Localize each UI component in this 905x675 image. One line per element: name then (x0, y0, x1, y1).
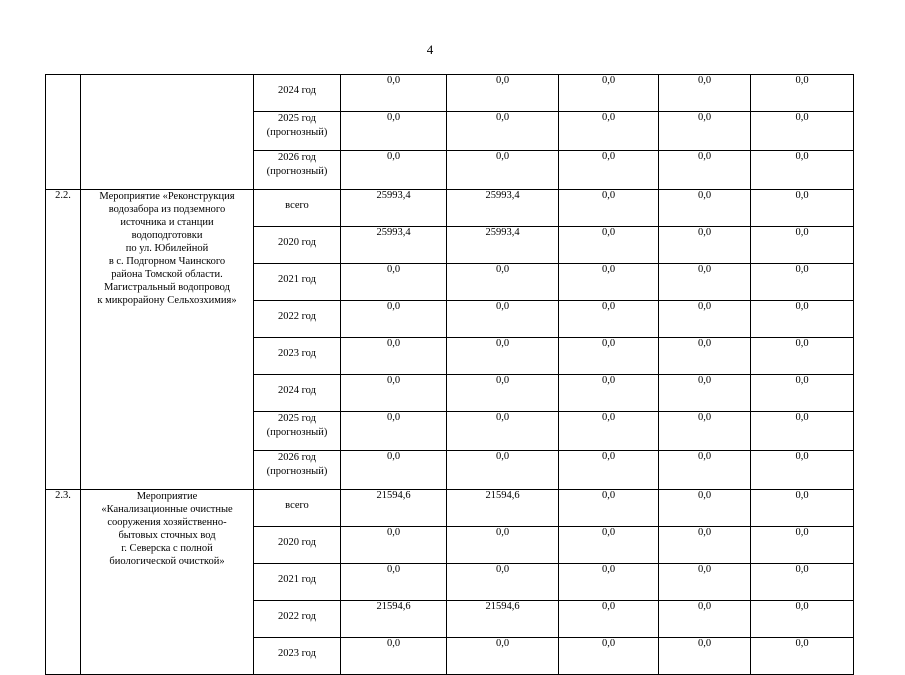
value-cell: 25993,4 (447, 227, 559, 264)
year-label: 2020 год (278, 237, 316, 248)
value-cell: 0,0 (341, 112, 447, 151)
value-cell: 0,0 (559, 412, 659, 451)
value-cell: 0,0 (447, 527, 559, 564)
year-label: 2024 год (278, 385, 316, 396)
item-description-cell (81, 190, 254, 490)
description-line: в с. Подгорном Чаинского (108, 256, 226, 267)
year-label: 2022 год (278, 611, 316, 622)
value-cell: 0,0 (447, 451, 559, 490)
value-cell: 0,0 (751, 75, 854, 112)
value-cell: 0,0 (559, 301, 659, 338)
value-cell: 0,0 (447, 264, 559, 301)
item-number-cell (46, 75, 81, 190)
value-cell: 0,0 (559, 375, 659, 412)
value-cell: 0,0 (559, 151, 659, 190)
value-cell: 21594,6 (447, 490, 559, 527)
value-cell: 0,0 (341, 451, 447, 490)
value-cell: 0,0 (659, 527, 751, 564)
item-number-cell: 2.2. (46, 190, 81, 490)
year-label: 2023 год (278, 348, 316, 359)
value-cell: 0,0 (447, 638, 559, 675)
year-cell (254, 527, 341, 564)
value-cell: 0,0 (447, 75, 559, 112)
description-line: бытовых сточных вод (118, 530, 216, 541)
value-cell: 0,0 (751, 375, 854, 412)
year-cell (254, 451, 341, 490)
year-cell (254, 75, 341, 112)
value-cell: 0,0 (559, 190, 659, 227)
value-cell: 0,0 (659, 301, 751, 338)
value-cell: 0,0 (751, 601, 854, 638)
year-label: 2022 год (278, 311, 316, 322)
description-line: водозабора из подземного (108, 204, 226, 215)
value-cell: 0,0 (559, 451, 659, 490)
value-cell: 0,0 (659, 451, 751, 490)
year-label: 2021 год (278, 574, 316, 585)
value-cell: 0,0 (341, 151, 447, 190)
description-line: биологической очисткой» (109, 556, 225, 567)
year-label: (прогнозный) (266, 465, 328, 477)
item-description-cell (81, 75, 254, 190)
description-line: источника и станции (120, 217, 214, 228)
value-cell: 21594,6 (341, 490, 447, 527)
description-line: Мероприятие (136, 491, 198, 502)
year-label: 2021 год (278, 274, 316, 285)
value-cell: 0,0 (659, 151, 751, 190)
value-cell: 0,0 (559, 75, 659, 112)
value-cell: 0,0 (751, 638, 854, 675)
value-cell: 0,0 (751, 227, 854, 264)
value-cell: 0,0 (751, 151, 854, 190)
value-cell: 0,0 (659, 112, 751, 151)
value-cell: 0,0 (559, 264, 659, 301)
year-label: 2026 год (278, 452, 316, 463)
value-cell: 0,0 (751, 338, 854, 375)
value-cell: 0,0 (341, 527, 447, 564)
value-cell: 0,0 (341, 75, 447, 112)
description-line: водоподготовки (131, 230, 203, 241)
value-cell: 0,0 (341, 375, 447, 412)
value-cell: 0,0 (751, 412, 854, 451)
table-row (46, 490, 854, 527)
value-cell: 0,0 (341, 412, 447, 451)
value-cell: 0,0 (751, 301, 854, 338)
description-line: по ул. Юбилейной (125, 243, 209, 254)
value-cell: 0,0 (659, 227, 751, 264)
value-cell: 0,0 (559, 227, 659, 264)
description-line: к микрорайону Сельхозхимия» (97, 295, 237, 306)
year-label: (прогнозный) (266, 126, 328, 138)
value-cell: 0,0 (341, 264, 447, 301)
value-cell: 0,0 (447, 338, 559, 375)
value-cell: 0,0 (559, 112, 659, 151)
value-cell: 0,0 (559, 564, 659, 601)
year-cell (254, 375, 341, 412)
value-cell: 0,0 (659, 190, 751, 227)
value-cell: 0,0 (659, 490, 751, 527)
value-cell: 0,0 (751, 490, 854, 527)
value-cell: 21594,6 (447, 601, 559, 638)
value-cell: 0,0 (659, 338, 751, 375)
year-cell (254, 601, 341, 638)
page-number: 4 (426, 42, 434, 57)
year-label: 2020 год (278, 537, 316, 548)
value-cell: 0,0 (659, 638, 751, 675)
description-line: г. Северска с полной (121, 543, 213, 554)
year-label: 2023 год (278, 648, 316, 659)
year-cell (254, 638, 341, 675)
description-line: Мероприятие «Реконструкция (99, 191, 235, 202)
value-cell: 0,0 (447, 112, 559, 151)
year-cell (254, 412, 341, 451)
value-cell: 0,0 (341, 638, 447, 675)
value-cell: 0,0 (659, 264, 751, 301)
year-cell (254, 564, 341, 601)
value-cell: 25993,4 (341, 190, 447, 227)
year-label: 2025 год (278, 413, 316, 424)
value-cell: 0,0 (751, 190, 854, 227)
value-cell: 0,0 (751, 264, 854, 301)
year-label: (прогнозный) (266, 165, 328, 177)
value-cell: 0,0 (341, 301, 447, 338)
description-line: Магистральный водопровод (104, 282, 230, 293)
value-cell: 0,0 (559, 638, 659, 675)
value-cell: 0,0 (659, 75, 751, 112)
table-row (46, 190, 854, 227)
description-line: сооружения хозяйственно- (107, 517, 227, 528)
item-description-cell (81, 490, 254, 675)
value-cell: 0,0 (659, 564, 751, 601)
value-cell: 0,0 (751, 527, 854, 564)
value-cell: 0,0 (559, 338, 659, 375)
value-cell: 0,0 (659, 412, 751, 451)
year-cell (254, 151, 341, 190)
funding-table (45, 74, 854, 675)
value-cell: 21594,6 (341, 601, 447, 638)
value-cell: 0,0 (447, 412, 559, 451)
item-number-cell: 2.3. (46, 490, 81, 675)
year-label: (прогнозный) (266, 426, 328, 438)
year-cell (254, 264, 341, 301)
table-row (46, 75, 854, 112)
year-cell (254, 190, 341, 227)
value-cell: 0,0 (447, 564, 559, 601)
value-cell: 0,0 (559, 601, 659, 638)
value-cell: 25993,4 (447, 190, 559, 227)
value-cell: 0,0 (559, 527, 659, 564)
value-cell: 0,0 (751, 451, 854, 490)
description-line: «Канализационные очистные (101, 504, 233, 515)
value-cell: 0,0 (447, 151, 559, 190)
value-cell: 25993,4 (341, 227, 447, 264)
value-cell: 0,0 (341, 564, 447, 601)
year-label: 2025 год (278, 113, 316, 124)
value-cell: 0,0 (341, 338, 447, 375)
year-cell (254, 227, 341, 264)
description-line: района Томской области. (111, 269, 223, 280)
year-label: 2024 год (278, 85, 316, 96)
value-cell: 0,0 (447, 301, 559, 338)
year-label: всего (285, 500, 309, 511)
value-cell: 0,0 (559, 490, 659, 527)
year-label: 2026 год (278, 152, 316, 163)
year-cell (254, 112, 341, 151)
year-cell (254, 338, 341, 375)
year-cell (254, 301, 341, 338)
year-label: всего (285, 200, 309, 211)
value-cell: 0,0 (659, 601, 751, 638)
value-cell: 0,0 (447, 375, 559, 412)
year-cell (254, 490, 341, 527)
value-cell: 0,0 (659, 375, 751, 412)
value-cell: 0,0 (751, 564, 854, 601)
value-cell: 0,0 (751, 112, 854, 151)
